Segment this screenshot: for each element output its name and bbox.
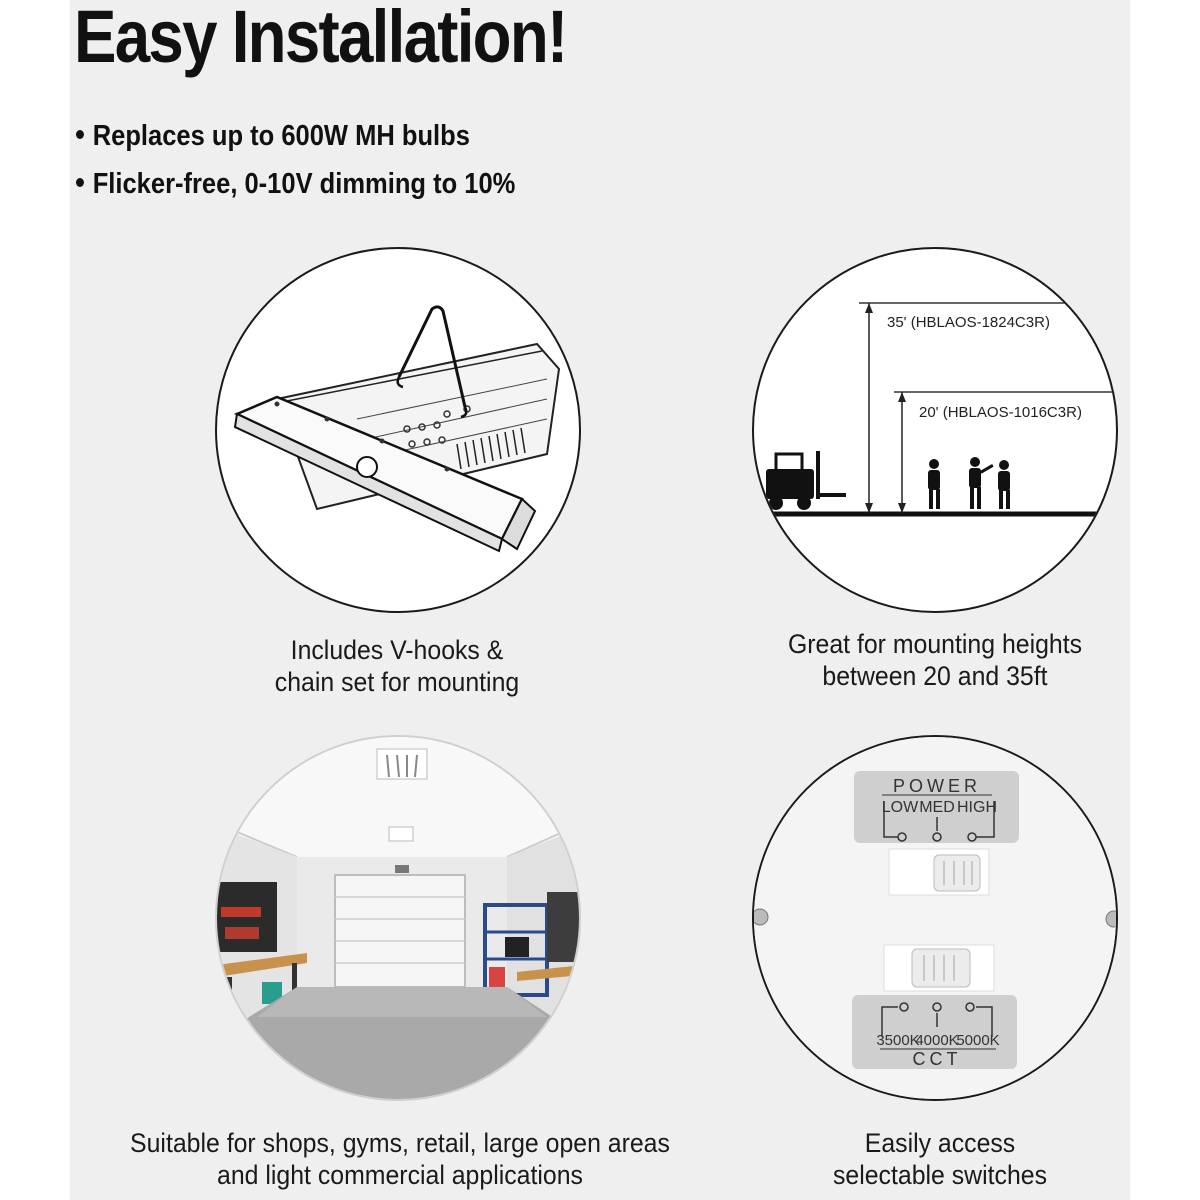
cct-option-3500k: 3500K bbox=[876, 1032, 920, 1049]
caption-line: Suitable for shops, gyms, retail, large open areas bbox=[130, 1128, 670, 1158]
caption-line: Easily access bbox=[864, 1128, 1016, 1158]
power-option-med: MED bbox=[919, 799, 955, 816]
worker-icon bbox=[969, 457, 994, 509]
selectable-switches-closeup bbox=[754, 737, 1118, 1101]
v-hook-fixture-illustration bbox=[217, 249, 581, 613]
screw-icon bbox=[1106, 911, 1118, 927]
feature-bullet-list bbox=[76, 112, 575, 208]
caption-line: Great for mounting heights bbox=[787, 629, 1083, 659]
bullet-item bbox=[76, 160, 515, 208]
ceiling-light-icon bbox=[377, 749, 427, 779]
cct-option-5000k: 5000K bbox=[956, 1032, 1000, 1049]
caption-line: between 20 and 35ft bbox=[822, 661, 1048, 691]
power-option-low: LOW bbox=[881, 799, 919, 816]
bullet-icon bbox=[76, 130, 84, 139]
mounting-heights-circle bbox=[752, 247, 1118, 613]
hooks-caption bbox=[250, 634, 544, 698]
applications-photo-circle bbox=[215, 735, 581, 1101]
height-label-35: 35' (HBLAOS-1824C3R) bbox=[887, 314, 1050, 331]
v-hook-fixture-circle bbox=[215, 247, 581, 613]
bullet-text: Flicker-free, 0-10V dimming to 10% bbox=[92, 168, 516, 200]
screw-icon bbox=[754, 909, 768, 925]
bullet-text: Replaces up to 600W MH bulbs bbox=[92, 120, 470, 152]
cct-title: CCT bbox=[912, 1049, 962, 1069]
height-label-20: 20' (HBLAOS-1016C3R) bbox=[919, 404, 1082, 421]
power-slider-switch[interactable] bbox=[934, 855, 980, 891]
ceiling-light-icon bbox=[389, 827, 413, 841]
power-title: POWER bbox=[892, 776, 982, 796]
caption-line: chain set for mounting bbox=[274, 667, 520, 697]
switches-circle bbox=[752, 735, 1118, 1101]
cct-option-4000k: 4000K bbox=[915, 1032, 959, 1049]
worker-icon bbox=[928, 459, 940, 509]
mounting-heights-diagram bbox=[754, 249, 1118, 613]
bullet-icon bbox=[76, 178, 84, 187]
caption-line: Includes V-hooks & bbox=[290, 635, 504, 665]
heights-caption bbox=[769, 628, 1100, 692]
switches-caption bbox=[793, 1127, 1087, 1191]
cct-slider-switch[interactable] bbox=[912, 949, 970, 987]
applications-caption bbox=[119, 1127, 680, 1191]
bullet-item bbox=[76, 112, 515, 160]
page-title: Easy Installation! bbox=[74, 0, 567, 78]
caption-line: selectable switches bbox=[832, 1160, 1048, 1190]
worker-icon bbox=[998, 460, 1010, 509]
power-option-high: HIGH bbox=[957, 799, 997, 816]
garage-photo bbox=[217, 737, 581, 1101]
forklift-icon bbox=[766, 451, 846, 510]
caption-line: and light commercial applications bbox=[217, 1160, 583, 1190]
